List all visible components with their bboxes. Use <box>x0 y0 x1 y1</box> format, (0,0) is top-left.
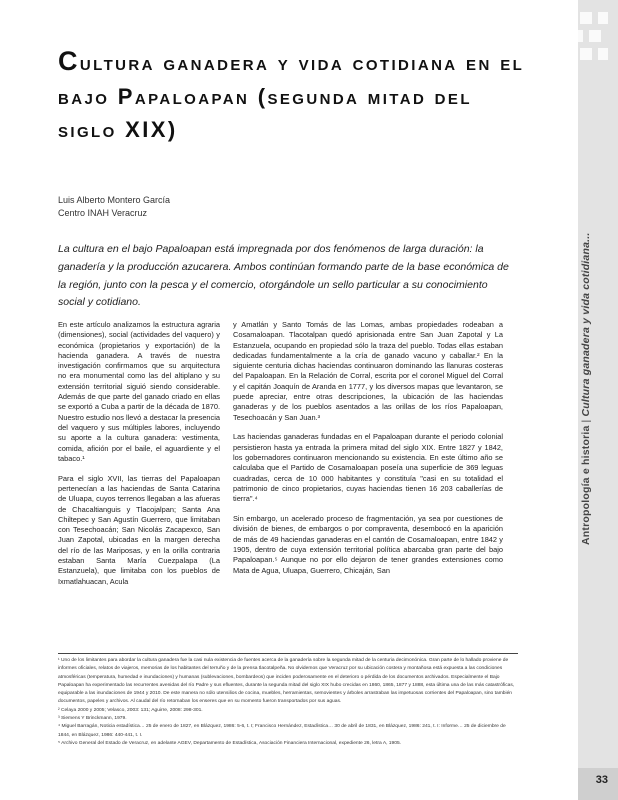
article-title <box>58 45 528 147</box>
body-paragraph: Para el siglo XVII, las tierras del Papaloapan pertenecían a las haciendas de Santa Catarina de Uluapa, cuyos terrenos llegaban a las afueras de Chacaltianguis y Tlacojalpan; Santa Ana Chiltepec y San Agustín Guerrero, que limitaban con Tesechoacán; San Nicolás Zacapexco, San Juan Zapotal, ubicadas en la margen derecha del río de las Mariposas, y en la orilla contraria estaban Santa María Cuezpalapa (La Estanzuela), que limitaba con los pueblos de Ixmatlahuacan, Acula <box>58 473 220 586</box>
body-column-left <box>58 320 220 596</box>
body-paragraph: Sin embargo, un acelerado proceso de fragmentación, ya sea por cuestiones de división de bienes, de embargos o por compraventa, desembocó en la aparición de más de 49 haciendas ganaderas en el cantón de Cosamaloapan, entre 1842 y 1905, dentro de cuya extensión territorial política abarcaba gran parte del bajo Papaloapan.⁵ Aunque no por ello dejaron de tener grandes extensiones como Mata de Agua, Uluapa, Guerrero, Chicaján, San <box>233 514 503 575</box>
author-affiliation: Centro INAH Veracruz <box>58 208 148 218</box>
footnote-divider <box>58 653 518 654</box>
page-number: 33 <box>595 774 608 786</box>
footnote: ² Celaya 2000 y 2005; Velasco, 2003: 131; Aguirre, 2008: 298-301. <box>58 707 203 713</box>
footnotes <box>58 657 518 748</box>
running-header-section: Antropología e historia <box>580 425 592 545</box>
title-initial: C <box>58 46 80 76</box>
footnote: ⁴ Miguel Barragán, Noticia estadística… 25 de enero de 1827, en Blázquez, 1986: 5-6, t. I; Francisco Hernández, Estadística… 30 de abril de 1831, en Blázquez, 1986: 241, t. I: Informe… 25 de diciembre de 1844, en Blázquez, 1986: 440-441, t. I. <box>58 724 506 738</box>
footnote: ³ Siemens Y Brinckmann, 1979. <box>58 716 127 722</box>
body-paragraph: Las haciendas ganaderas fundadas en el Papaloapan durante el periodo colonial persistieron hasta ya entrada la primera mitad del siglo XIX. Entre 1827 y 1842, los gobernadores continuaron mencionando su existencia. En este último año se calculaba que el Partido de Cosamaloapan poseía una superficie de 369 leguas cuadradas, cerca de 10 000 habitantes y constituía "casi en su totalidad el patrimonio de cinco propietarios, cuyas haciendas tienen 16 203 caballerías de tierra".⁴ <box>233 432 503 504</box>
running-header-short-title: Cultura ganadera y vida cotidiana... <box>580 232 592 417</box>
body-paragraph: y Amatlán y Santo Tomás de las Lomas, ambas propiedades rodeaban a Cosamaloapan. Tlacotalpan quedó aprisionada entre San Juan Zapotal y La Estanzuela, ocupando en propiedad sólo la traza del pueblo. Todas ellas estaban dedicadas fundamentalmente a la cría de ganado vacuno y caballar.² En la siguiente centuria dichas haciendas continuaron dominando las llanuras costeras del Papaloapan. En la Relación de Corral, escrita por el coronel Miguel del Corral y el capitán Joaquín de Aranda en 1777, y los diversos mapas que levantaron, se puede apreciar, entre otras descripciones, la ubicación de las haciendas ganaderas y de los pueblos asentados a las orillas de los ríos Papaloapan, Tesechoacán y San Juan.³ <box>233 320 503 422</box>
title-text: ultura ganadera y vida cotidiana en el bajo Papaloapan (segunda mitad del siglo XIX) <box>58 50 525 142</box>
abstract: La cultura en el bajo Papaloapan está impregnada por dos fenómenos de larga duración: la ganadería y la producción azucarera. Ambos continúan formando parte de la base económica de la región, junto con la pesca y el comercio, otorgándole un sello particular a su conocimiento social y cotidiano. <box>58 243 509 309</box>
footnote: ⁵ Archivo General del Estado de Veracruz, en adelante AGEV, Departamento de Estadística, Asociación Financiera Internacional, expediente 26, letra A, 1905. <box>58 740 402 746</box>
body-column-right <box>233 320 503 585</box>
footnote: ¹ Uno de los limitantes para abordar la cultura ganadera fue la casi nula existencia de fuentes acerca de la ganadería sobre la segunda mitad de la centuria decimonónica. Gran parte de lo hallado proviene de informes oficiales, relatos de viajeros, memorias de los habitantes del terruño y de la prensa tlacotalpeña. No olvidemos que Veracruz por su ubicación costera y montañosa está expuesta a las condiciones atmosféricas (temperatura, humedad e inundaciones) y humanas (sublevaciones, bombardeos) que inciden poderosamente en el deterioro o pérdida de los documentos archivados. Especialmente el Bajo Papaloapan ha experimentado las recurrentes avenidas del río Padre y sus efluentes, durante la segunda mitad del siglo XIX hubo crecidas en 1860, 1865, 1877 y 1888, esta última una de las más catastróficas, equiparable a las inundaciones de 1944 y 2010. De este manera no sólo utensilios de cocina, muebles, herramientas, semovientes y árboles arrastraban las impetuosas corrientes del Papaloapan, sino también documentos, papeles y archivos. Al caudal del río retornaban los enseres que en su momento fueron transportados por sus aguas. <box>58 658 515 705</box>
author-name: Luis Alberto Montero García <box>58 195 171 205</box>
running-header-separator: | <box>580 419 592 423</box>
running-header <box>566 0 602 800</box>
body-paragraph: En este artículo analizamos la estructura agraria (dimensiones), social (actividades del vaquero) y económica (propietarios y exportación) de la hacienda ganadera. A través de nuestra investigación confirmamos que su arquitectura no era monumental como las del altiplano y su extensión territorial siguió siendo considerable. Además de que parte del ganado criado en ellas se exportó a Cuba a partir de la década de 1870. Nuestro estudio nos llevó a destacar la presencia del vaquero y sus múltiples labores, incluyendo su aporte a la cultura ganadera: vestimenta, comida, afición por el baile, el aguardiente y el tabaco.¹ <box>58 320 220 463</box>
